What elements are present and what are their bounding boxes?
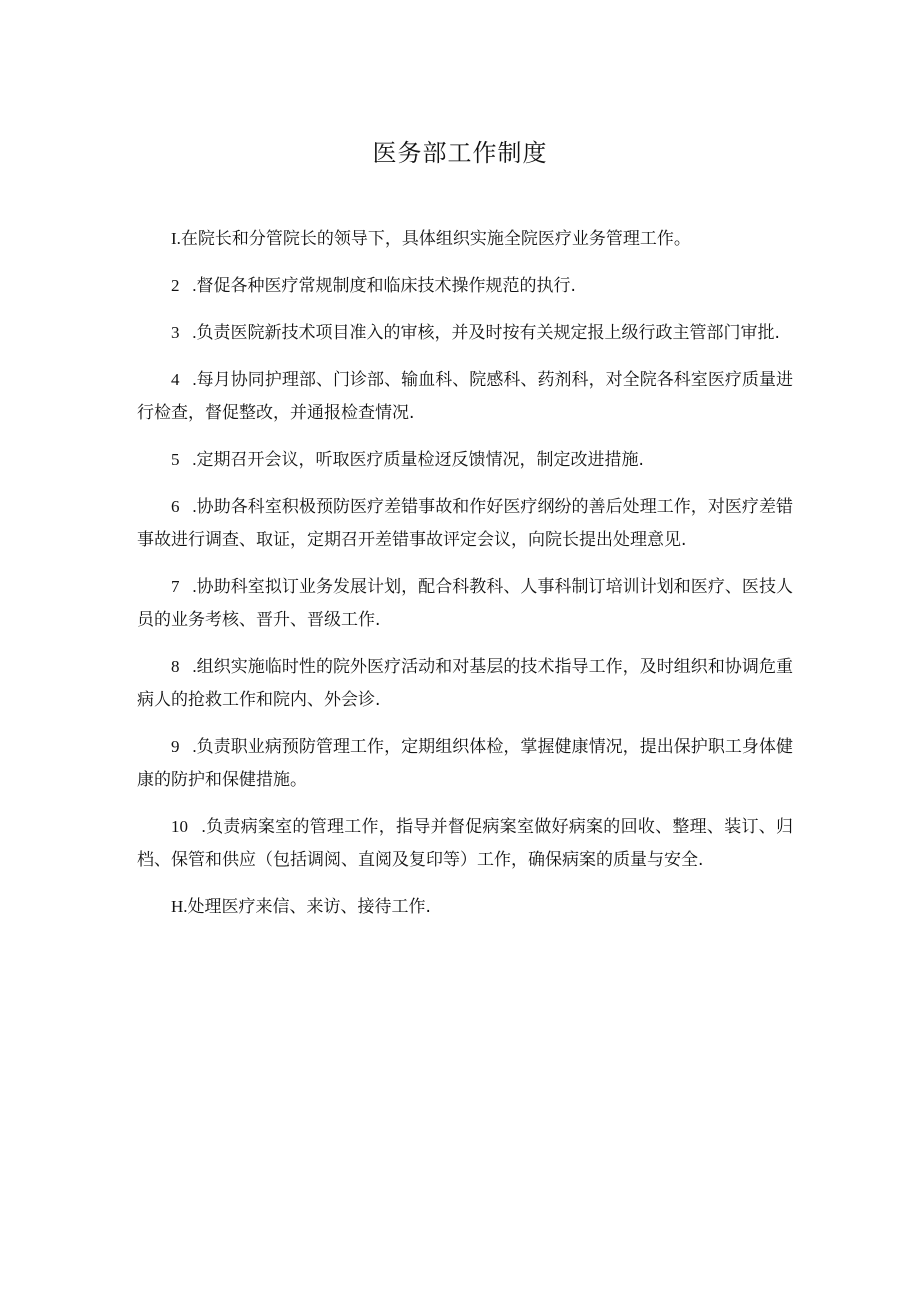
list-item bbox=[137, 222, 793, 256]
item-text: 负责病案室的管理工作，指导并督促病案室做好病案的回收、整理、装订、归档、保管和供应（包括调阅、直阅及复印等）工作，确保病案的质量与安全. bbox=[137, 817, 794, 870]
list-item bbox=[137, 443, 793, 477]
item-text: 督促各种医疗常规制度和临床技术操作规范的执行. bbox=[196, 276, 576, 296]
item-number: I. bbox=[171, 229, 181, 248]
item-text: 负责职业病预防管理工作，定期组织体检，掌握健康情况，提出保护职工身体健康的防护和保健措施。 bbox=[137, 737, 794, 790]
item-text: 处理医疗来信、来访、接待工作. bbox=[187, 897, 431, 917]
item-text: 负责医院新技术项目准入的审核，并及时按有关规定报上级行政主管部门审批. bbox=[196, 323, 780, 343]
document-title: 医务部工作制度 bbox=[372, 139, 548, 167]
item-number: H. bbox=[171, 897, 188, 916]
regulation-list bbox=[137, 222, 793, 937]
item-text: 在院长和分管院长的领导下，具体组织实施全院医疗业务管理工作。 bbox=[180, 229, 691, 249]
item-number: 10 . bbox=[171, 817, 206, 836]
list-item bbox=[137, 650, 793, 717]
list-item bbox=[137, 570, 793, 637]
item-text: 组织实施临时性的院外医疗活动和对基层的技术指导工作，及时组织和协调危重病人的抢救工作和院内、外会诊. bbox=[137, 657, 794, 710]
list-item bbox=[137, 730, 793, 797]
item-text: 协助科室拟订业务发展计划，配合科教科、人事科制订培训计划和医疗、医技人员的业务考核、晋升、晋级工作. bbox=[137, 577, 794, 630]
item-number: 5 . bbox=[171, 450, 197, 469]
item-number: 8 . bbox=[171, 657, 197, 676]
item-number: 7 . bbox=[171, 577, 197, 596]
item-number: 3 . bbox=[171, 323, 197, 342]
list-item bbox=[137, 316, 793, 350]
item-text: 定期召开会议，听取医疗质量检迓反馈情况，制定改进措施. bbox=[196, 450, 644, 470]
list-item bbox=[137, 269, 793, 303]
item-number: 9 . bbox=[171, 737, 197, 756]
item-number: 6 . bbox=[171, 497, 197, 516]
item-text: 每月协同护理部、门诊部、输血科、院感科、药剂科，对全院各科室医疗质量进行检查，督促整改，并通报检查情况. bbox=[137, 370, 794, 423]
list-item bbox=[137, 490, 793, 557]
list-item bbox=[137, 810, 793, 877]
list-item bbox=[137, 890, 793, 924]
list-item bbox=[137, 363, 793, 430]
item-text: 协助各科室积极预防医疗差错事故和作好医疗纲纷的善后处理工作，对医疗差错事故进行调查、取证，定期召开差错事故评定会议，向院长提出处理意见. bbox=[137, 497, 794, 550]
item-number: 2 . bbox=[171, 276, 197, 295]
item-number: 4 . bbox=[171, 370, 197, 389]
